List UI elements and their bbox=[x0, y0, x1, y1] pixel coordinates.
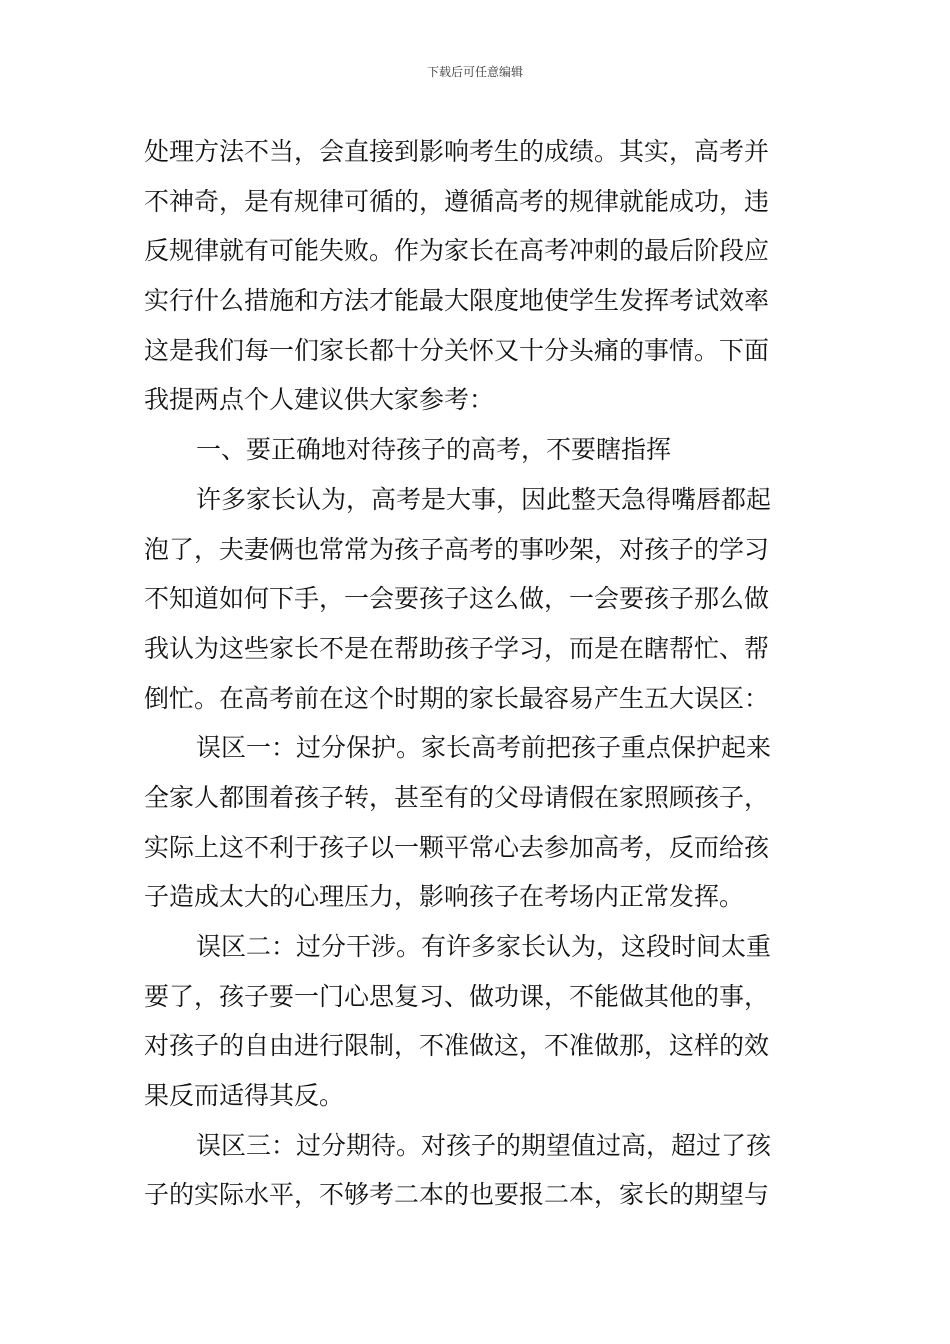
text-line: 处理方法不当，会直接到影响考生的成绩。其实，高考并 bbox=[144, 137, 770, 166]
text-line: 子造成太大的心理压力，影响孩子在考场内正常发挥。 bbox=[144, 882, 745, 912]
text-line: 要了，孩子要一门心思复习、做功课，不能做其他的事， bbox=[144, 981, 770, 1011]
body-text bbox=[144, 127, 808, 1220]
text-line: 误区一：过分保护。家长高考前把孩子重点保护起来 bbox=[196, 733, 772, 763]
text-line: 实际上这不利于孩子以一颗平常心去参加高考，反而给孩 bbox=[144, 832, 770, 862]
text-line: 许多家长认为，高考是大事，因此整天急得嘴唇都起 bbox=[196, 484, 772, 514]
text-line: 对孩子的自由进行限制，不准做这，不准做那，这样的效 bbox=[144, 1031, 770, 1061]
text-line: 反规律就有可能失败。作为家长在高考冲刺的最后阶段应 bbox=[144, 236, 770, 266]
text-line: 我认为这些家长不是在帮助孩子学习，而是在瞎帮忙、帮 bbox=[144, 633, 770, 663]
text-line: 一、要正确地对待孩子的高考，不要瞎指挥 bbox=[196, 435, 672, 465]
text-line: 不知道如何下手，一会要孩子这么做，一会要孩子那么做 bbox=[144, 584, 770, 614]
text-line: 不神奇，是有规律可循的，遵循高考的规律就能成功，违 bbox=[144, 186, 770, 216]
text-line: 误区三：过分期待。对孩子的期望值过高，超过了孩 bbox=[196, 1130, 772, 1160]
text-line: 全家人都围着孩子转，甚至有的父母请假在家照顾孩子， bbox=[144, 782, 770, 812]
text-line: 子的实际水平，不够考二本的也要报二本，家长的期望与 bbox=[144, 1180, 770, 1210]
text-line: 泡了，夫妻俩也常常为孩子高考的事吵架，对孩子的学习 bbox=[144, 534, 770, 564]
page-header: 下载后可任意编辑 bbox=[426, 65, 523, 79]
text-line: 这是我们每一们家长都十分关怀又十分头痛的事情。下面 bbox=[144, 335, 770, 365]
text-line: 实行什么措施和方法才能最大限度地使学生发挥考试效率 bbox=[144, 286, 770, 316]
text-line: 倒忙。在高考前在这个时期的家长最容易产生五大误区： bbox=[144, 683, 770, 713]
text-line: 我提两点个人建议供大家参考： bbox=[144, 385, 495, 415]
text-line: 果反而适得其反。 bbox=[144, 1081, 345, 1111]
text-line: 误区二：过分干涉。有许多家长认为，这段时间太重 bbox=[196, 932, 772, 961]
